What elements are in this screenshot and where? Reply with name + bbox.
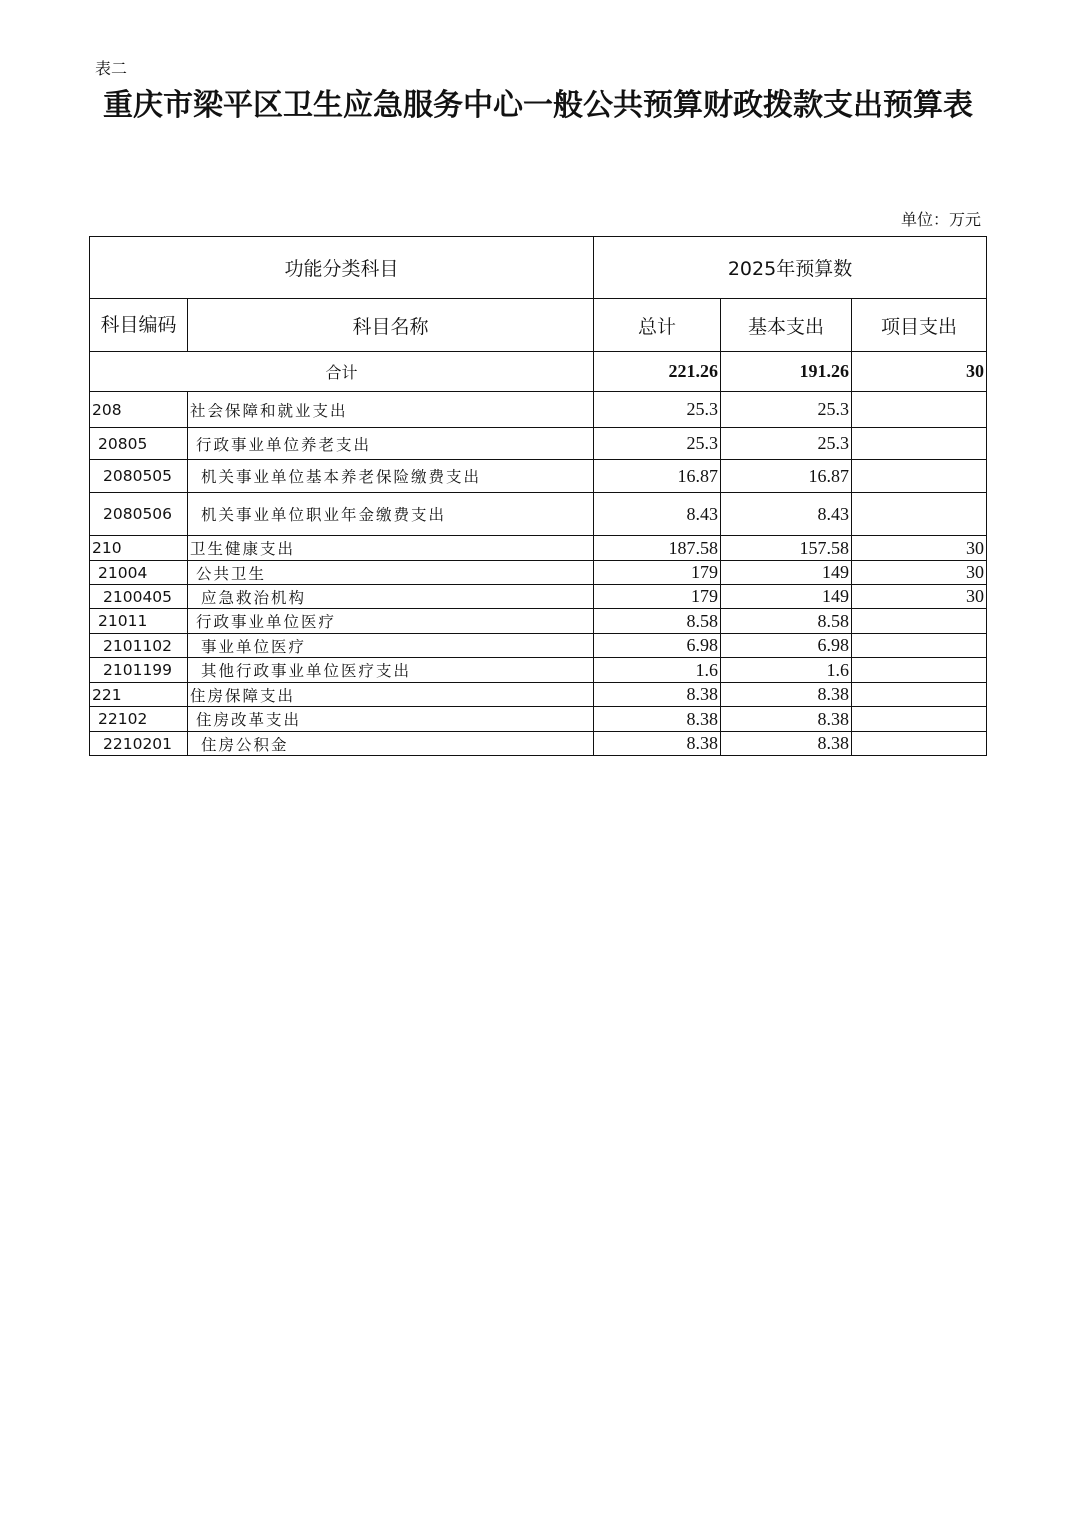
total-row: [90, 352, 987, 392]
cell-name: 卫生健康支出: [188, 536, 594, 561]
col-header-project: 项目支出: [852, 299, 987, 352]
table-row: [90, 460, 987, 493]
group-header-function: 功能分类科目: [90, 237, 594, 299]
cell-code: 22102: [90, 707, 188, 732]
table-row: [90, 493, 987, 536]
cell-basic: 8.38: [721, 683, 852, 707]
cell-project: [852, 493, 987, 536]
cell-name: 公共卫生: [188, 561, 594, 585]
cell-name: 机关事业单位基本养老保险缴费支出: [188, 460, 594, 493]
cell-project: 30: [852, 585, 987, 609]
table-row: [90, 634, 987, 658]
cell-code: 2101199: [90, 658, 188, 683]
cell-project: 30: [852, 561, 987, 585]
cell-total: 25.3: [594, 428, 721, 460]
cell-basic: 149: [721, 561, 852, 585]
total-project: 30: [852, 352, 987, 392]
cell-code: 208: [90, 392, 188, 428]
cell-basic: 8.38: [721, 732, 852, 756]
unit-label: 单位：万元: [900, 210, 981, 229]
cell-name: 行政事业单位医疗: [188, 609, 594, 634]
cell-project: [852, 609, 987, 634]
cell-project: [852, 732, 987, 756]
table-row: [90, 561, 987, 585]
cell-code: 2210201: [90, 732, 188, 756]
table-row: [90, 732, 987, 756]
cell-basic: 157.58: [721, 536, 852, 561]
cell-basic: 8.58: [721, 609, 852, 634]
cell-basic: 25.3: [721, 392, 852, 428]
cell-total: 179: [594, 561, 721, 585]
cell-basic: 16.87: [721, 460, 852, 493]
cell-total: 8.38: [594, 732, 721, 756]
cell-code: 210: [90, 536, 188, 561]
cell-total: 8.38: [594, 683, 721, 707]
total-label: 合计: [90, 352, 594, 392]
total-sum: 221.26: [594, 352, 721, 392]
cell-total: 179: [594, 585, 721, 609]
table-row: [90, 707, 987, 732]
table-row: [90, 392, 987, 428]
cell-basic: 8.38: [721, 707, 852, 732]
cell-name: 住房公积金: [188, 732, 594, 756]
table-row: [90, 536, 987, 561]
group-header-budget: 2025年预算数: [594, 237, 987, 299]
cell-name: 社会保障和就业支出: [188, 392, 594, 428]
cell-project: 30: [852, 536, 987, 561]
cell-project: [852, 392, 987, 428]
cell-total: 187.58: [594, 536, 721, 561]
total-basic: 191.26: [721, 352, 852, 392]
col-header-total: 总计: [594, 299, 721, 352]
col-header-code: 科目编码: [90, 299, 188, 352]
cell-name: 住房改革支出: [188, 707, 594, 732]
cell-basic: 25.3: [721, 428, 852, 460]
cell-project: [852, 634, 987, 658]
group-header-row: [90, 237, 987, 299]
cell-code: 2080505: [90, 460, 188, 493]
cell-total: 16.87: [594, 460, 721, 493]
cell-name: 机关事业单位职业年金缴费支出: [188, 493, 594, 536]
cell-project: [852, 683, 987, 707]
cell-basic: 1.6: [721, 658, 852, 683]
page-title: 重庆市梁平区卫生应急服务中心一般公共预算财政拨款支出预算表: [103, 88, 973, 123]
cell-basic: 8.43: [721, 493, 852, 536]
cell-name: 事业单位医疗: [188, 634, 594, 658]
cell-code: 21011: [90, 609, 188, 634]
cell-code: 2101102: [90, 634, 188, 658]
cell-total: 8.43: [594, 493, 721, 536]
data-rows: [90, 392, 987, 756]
cell-basic: 6.98: [721, 634, 852, 658]
cell-code: 20805: [90, 428, 188, 460]
cell-project: [852, 707, 987, 732]
cell-total: 25.3: [594, 392, 721, 428]
cell-name: 住房保障支出: [188, 683, 594, 707]
cell-project: [852, 428, 987, 460]
budget-table: [89, 236, 987, 756]
table-row: [90, 658, 987, 683]
cell-name: 行政事业单位养老支出: [188, 428, 594, 460]
cell-project: [852, 658, 987, 683]
sheet-label: 表二: [95, 59, 128, 78]
table-row: [90, 609, 987, 634]
table-row: [90, 585, 987, 609]
cell-total: 1.6: [594, 658, 721, 683]
cell-basic: 149: [721, 585, 852, 609]
cell-name: 应急救治机构: [188, 585, 594, 609]
cell-name: 其他行政事业单位医疗支出: [188, 658, 594, 683]
cell-code: 221: [90, 683, 188, 707]
cell-project: [852, 460, 987, 493]
cell-total: 8.38: [594, 707, 721, 732]
table-row: [90, 683, 987, 707]
cell-code: 2100405: [90, 585, 188, 609]
cell-code: 2080506: [90, 493, 188, 536]
table-row: [90, 428, 987, 460]
col-header-basic: 基本支出: [721, 299, 852, 352]
col-header-name: 科目名称: [188, 299, 594, 352]
column-header-row: [90, 299, 987, 352]
cell-total: 6.98: [594, 634, 721, 658]
cell-code: 21004: [90, 561, 188, 585]
cell-total: 8.58: [594, 609, 721, 634]
